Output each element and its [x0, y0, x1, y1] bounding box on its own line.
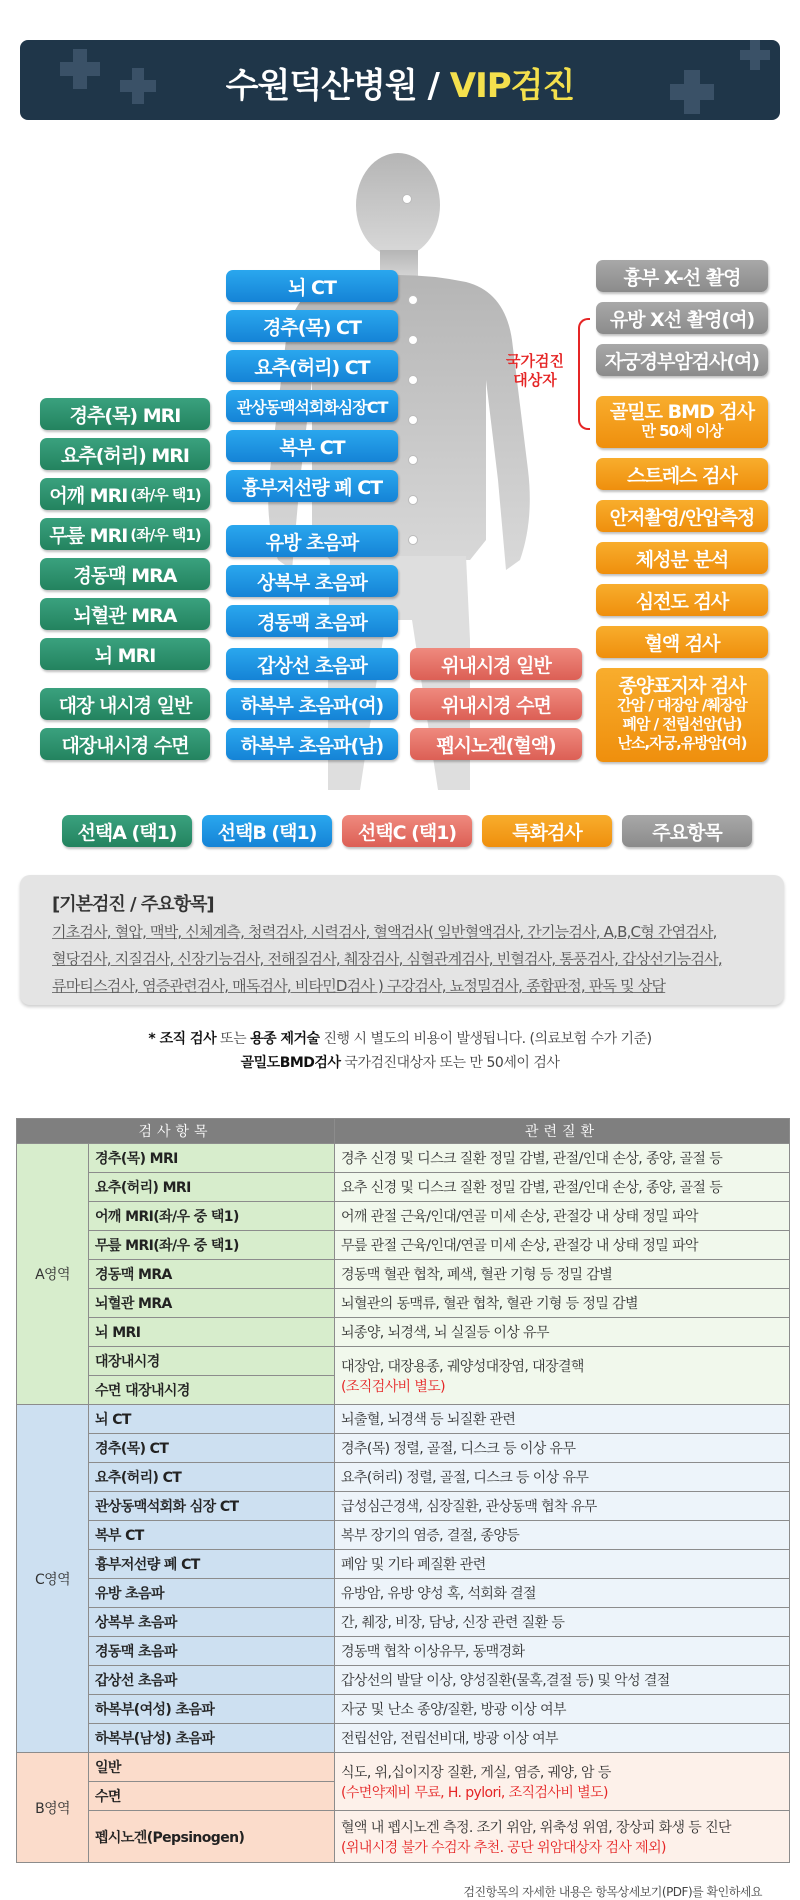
legend-main: 주요항목: [622, 815, 752, 847]
table-row: 요추(허리) CT: [89, 1463, 335, 1492]
exam-blood: 혈액 검사: [596, 626, 768, 658]
national-checkup-label: 국가검진 대상자: [506, 352, 564, 389]
exam-a-carotid-mra: 경동맥 MRA: [40, 558, 210, 590]
section-a: A영역: [17, 1144, 89, 1405]
exam-table: 검사항목 관련질환 A영역 경추(목) MRI 경추 신경 및 디스크 질환 정밀 감별, 관절/인대 손상, 종양, 골절 등 요추(허리) MRI 요추 신경 및 디스크 질환 정밀 감별, 관절/인대 손상, 종양, 골절 등 어깨 MRI(좌/우 중 택1) 어깨 관절 근육/인대/연골 미세 손상, 관절강 내 상태 정밀 파악 무릎 MRI(좌/우 중 택1) 무릎 관절 근육/인대/연골 미세 손상, 관절강 내 상태 정밀 파악 경동맥 MRA 경동맥 혈관 협착, 폐색, 혈관 기형 등 정밀 감별 뇌혈관 MRA 뇌혈관의 동맥류, 혈관 협착, 혈관 기형 등 정밀 감별 뇌 MRI 뇌종양, 뇌경색, 뇌 실질등 이상 유무 대장내시경 대장암, 대장용종, 궤양성대장염, 대장결핵 (조직검사비 별도) 수면 대장내시경 C영역 뇌 CT 뇌출혈, 뇌경색 등 뇌질환 관련 경추(목) CT 경추(목) 정렬, 골절, 디스크 등 이상 유무 요추(허리) CT 요추(허리) 정렬, 골절, 디스크 등 이상 유무 관상동맥석회화 심장 CT 급성심근경색, 심장질환, 관상동맥 협착 유무 복부 CT 복부 장기의 염증, 결절, 종양등 흉부저선량 폐 CT 폐암 및 기타 폐질환 관련 유방 초음파 유방암, 유방 양성 혹, 석회화 결절 상복부 초음파 간, 췌장, 비장, 담낭, 신장 관련 질환 등 경동맥 초음파 경동맥 협착 이상유무, 동맥경화 갑상선 초음파 갑상선의 발달 이상, 양성질환(물혹,결절 등) 및 악성 결절 하복부(여성) 초음파 자궁 및 난소 종양/질환, 방광 이상 여부 하복부(남성) 초음파 전립선암, 전립선비대, 방광 이상 여부 B영역 일반 식도, 위,십이지장 질환, 게실, 염증, 궤양, 암 등 (수면약제비 무료, H. pylori, 조직검사비 별도) 수면 펩시노겐(Pepsinogen) 혈액 내 펩시노겐 측정. 조기 위암, 위축성 위염, 장상피 화생 등 진단 (위내시경 불가 수검자 추천. 공단 위암대상자 검사 제외): [16, 1118, 790, 1863]
exam-chest-xray: 흉부 X-선 촬영: [596, 260, 768, 292]
exam-mammography: 유방 X선 촬영(여): [596, 302, 768, 334]
table-row: 복부 CT: [89, 1521, 335, 1550]
exam-b-upper-abdomen-us: 상복부 초음파: [226, 565, 398, 597]
note-cost: * 조직 검사 또는 용종 제거술 진행 시 별도의 비용이 발생됩니다. (의료보험 수가 기준): [148, 1031, 652, 1047]
basic-checkup-box: [20, 875, 784, 1005]
exam-b-lower-abdomen-us-m: 하복부 초음파(남): [226, 728, 398, 760]
exam-b-cardiac-ct: 관상동맥석회화심장CT: [226, 390, 398, 422]
exam-a-lumbar-mri: 요추(허리) MRI: [40, 438, 210, 470]
exam-a-sedation-colonoscopy: 대장내시경 수면: [40, 728, 210, 760]
table-row: 경추(목) MRI: [89, 1144, 335, 1173]
table-row: 경추(목) CT: [89, 1434, 335, 1463]
exam-b-cervical-ct: 경추(목) CT: [226, 310, 398, 342]
exam-a-knee-mri: 무릎 MRI (좌/우 택1): [40, 518, 210, 550]
exam-a-colonoscopy: 대장 내시경 일반: [40, 688, 210, 720]
table-row: 뇌 MRI: [89, 1318, 335, 1347]
table-row: 관상동맥석회화 심장 CT: [89, 1492, 335, 1521]
table-row: 유방 초음파: [89, 1579, 335, 1608]
exam-b-thyroid-us: 갑상선 초음파: [226, 648, 398, 680]
exam-tumor-marker: 종양표지자 검사 간암 / 대장암 /췌장암 폐암 / 전립선암(남) 난소,자궁,유방암(여): [596, 668, 768, 762]
exam-b-abdomen-ct: 복부 CT: [226, 430, 398, 462]
exam-a-shoulder-mri: 어깨 MRI (좌/우 택1): [40, 478, 210, 510]
exam-a-cervical-mri: 경추(목) MRI: [40, 398, 210, 430]
exam-stress: 스트레스 검사: [596, 458, 768, 490]
footer-note: 검진항목의 자세한 내용은 항목상세보기(PDF)를 확인하세요: [463, 1885, 762, 1899]
national-bracket: [578, 318, 590, 430]
table-row: 상복부 초음파: [89, 1608, 335, 1637]
exam-b-lumbar-ct: 요추(허리) CT: [226, 350, 398, 382]
exam-b-lower-abdomen-us-f: 하복부 초음파(여): [226, 688, 398, 720]
exam-c-pepsinogen: 펩시노겐(혈액): [410, 728, 582, 760]
table-row: 수면: [89, 1782, 335, 1811]
exam-a-brain-mri: 뇌 MRI: [40, 638, 210, 670]
exam-b-breast-us: 유방 초음파: [226, 525, 398, 557]
table-row: 뇌혈관 MRA: [89, 1289, 335, 1318]
legend-special: 특화검사: [482, 815, 612, 847]
table-row: 갑상선 초음파: [89, 1666, 335, 1695]
legend-select-a: 선택A (택1): [62, 815, 192, 847]
note-bmd: 골밀도BMD검사 국가검진대상자 또는 만 50세이 검사: [240, 1055, 560, 1071]
basic-checkup-title: [기본검진 / 주요항목]: [52, 894, 214, 915]
table-row: 요추(허리) MRI: [89, 1173, 335, 1202]
exam-bmd: 골밀도 BMD 검사 만 50세 이상: [596, 396, 768, 448]
legend-select-c: 선택C (택1): [342, 815, 472, 847]
exam-body-composition: 체성분 분석: [596, 542, 768, 574]
table-row: 흉부저선량 폐 CT: [89, 1550, 335, 1579]
exam-fundus: 안저촬영/안압측정: [596, 500, 768, 532]
table-row: 대장내시경: [89, 1347, 335, 1376]
exam-cervical-cancer: 자궁경부암검사(여): [596, 344, 768, 376]
exam-b-carotid-us: 경동맥 초음파: [226, 605, 398, 637]
exam-c-sedation-endoscopy: 위내시경 수면: [410, 688, 582, 720]
table-header-items: 검사항목: [17, 1119, 335, 1144]
table-row: 뇌 CT: [89, 1405, 335, 1434]
table-row: 경동맥 MRA: [89, 1260, 335, 1289]
table-header-diseases: 관련질환: [335, 1119, 790, 1144]
table-row: 어깨 MRI(좌/우 중 택1): [89, 1202, 335, 1231]
section-c: C영역: [17, 1405, 89, 1753]
page-title: 수원덕산병원 / VIP검진: [225, 66, 575, 106]
table-row: 경동맥 초음파: [89, 1637, 335, 1666]
table-row: 수면 대장내시경: [89, 1376, 335, 1405]
exam-a-brain-mra: 뇌혈관 MRA: [40, 598, 210, 630]
table-row: 펩시노겐(Pepsinogen): [89, 1811, 335, 1863]
exam-b-brain-ct: 뇌 CT: [226, 270, 398, 302]
exam-b-lung-ct: 흉부저선량 폐 CT: [226, 470, 398, 502]
table-row: 하복부(여성) 초음파: [89, 1695, 335, 1724]
exam-ecg: 심전도 검사: [596, 584, 768, 616]
table-row: 하복부(남성) 초음파: [89, 1724, 335, 1753]
exam-c-endoscopy: 위내시경 일반: [410, 648, 582, 680]
table-row: 무릎 MRI(좌/우 중 택1): [89, 1231, 335, 1260]
basic-checkup-text: 기초검사, 혈압, 맥박, 신체계측, 청력검사, 시력검사, 혈액검사( 일반혈액검사, 간기능검사, A,B,C형 간염검사, 혈당검사, 지질검사, 신장기능검사, 전해질검사, 췌장검사, 심혈관계검사, 빈혈검사, 통풍검사, 갑상선기능검사, 류마티스검사, 염증관련검사, 매독검사, 비타민D검사 ) 구강검사, 뇨정밀검사, 종합판정, 판독 및 상담: [52, 923, 722, 995]
section-b: B영역: [17, 1753, 89, 1863]
legend-select-b: 선택B (택1): [202, 815, 332, 847]
table-row: 일반: [89, 1753, 335, 1782]
